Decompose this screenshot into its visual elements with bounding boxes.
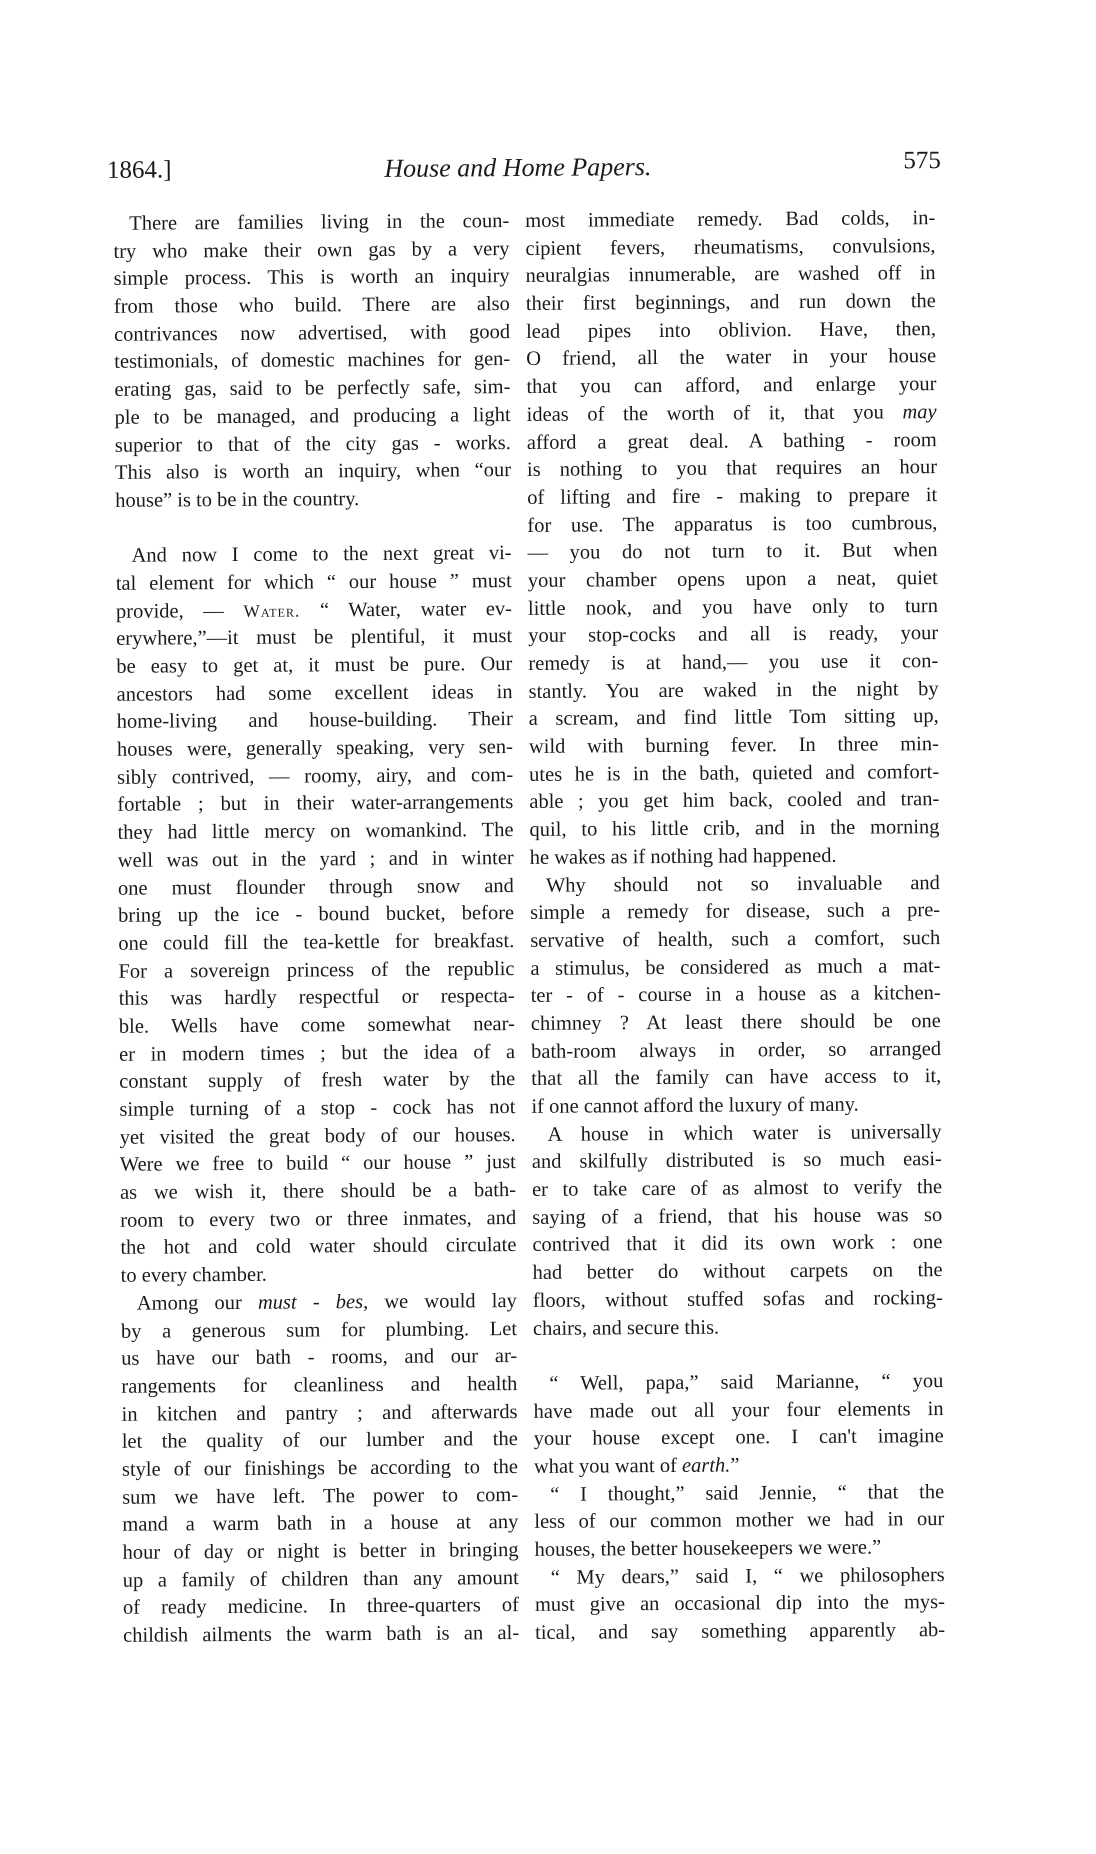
text-line: houses were, generally speaking, very sen- <box>116 736 514 761</box>
text-line: us have our bath - rooms, and our ar- <box>121 1345 518 1370</box>
text-line: by a generous sum for plumbing. Let <box>120 1317 518 1343</box>
text-line: your chamber opens upon a neat, quiet <box>527 567 938 592</box>
text-line: home-living and house-building. Their <box>116 708 513 734</box>
paragraph <box>525 205 940 872</box>
text-line: a scream, and find little Tom sitting up, <box>528 705 939 731</box>
text-line: “ Well, papa,” said Marianne, “ you <box>549 1369 944 1395</box>
text-line: must give an occasional dip into the mys- <box>534 1591 945 1617</box>
text-line: is nothing to you that requires an hour <box>526 456 938 482</box>
text-line: chimney ? At least there should be one <box>530 1010 941 1035</box>
text-line: he wakes as if nothing had happened. <box>529 844 837 869</box>
text-line: — you do not turn to it. But when <box>527 539 938 565</box>
text-line: that you can afford, and enlarge your <box>526 373 937 399</box>
text-line: O friend, all the water in your house <box>526 345 937 371</box>
text-line: tical, and say something apparently ab- <box>535 1619 946 1644</box>
paragraph <box>121 1288 520 1651</box>
text-line: contrivances now advertised, with good <box>113 320 511 346</box>
text-line: little nook, and you have only to turn <box>527 594 939 620</box>
text-line: servative of health, such a comfort, such <box>530 926 941 952</box>
text-column-right <box>525 205 945 1648</box>
text-line: sibly contrived, — roomy, airy, and com- <box>117 763 514 789</box>
text-line: constant supply of fresh water by the <box>119 1068 516 1094</box>
text-line: Were we free to build “ our house ” just <box>119 1151 516 1177</box>
text-line: mand a warm bath in a house at any <box>122 1511 519 1537</box>
text-line: able ; you get him back, cooled and tran- <box>529 788 940 814</box>
text-line: ter - of - course in a house as a kitchen- <box>530 982 941 1008</box>
text-line: afford a great deal. A bathing - room <box>526 428 937 454</box>
text-line: of ready medicine. In three-quarters of <box>122 1594 520 1620</box>
text-line: most immediate remedy. Bad colds, in- <box>525 207 936 232</box>
text-line: hour of day or night is better in bringing <box>122 1539 519 1564</box>
text-line: in kitchen and pantry ; and afterwards <box>121 1400 518 1426</box>
text-line: to every chamber. <box>120 1263 267 1287</box>
text-line: floors, without stuffed sofas and rocking- <box>532 1286 943 1312</box>
text-line: one could fill the tea-kettle for breakfast. <box>118 929 515 955</box>
small-caps-text: Water. <box>243 600 301 621</box>
text-line: remedy is at hand,— you use it con- <box>528 650 939 675</box>
text-line: er to take care of as almost to verify the <box>531 1176 943 1201</box>
text-line: bring up the ice - bound bucket, before <box>118 902 515 927</box>
text-line: simple turning of a stop - cock has not <box>119 1096 516 1121</box>
text-line: For a sovereign princess of the republic <box>118 957 515 983</box>
text-line: superior to that of the city gas - works. <box>114 431 511 457</box>
text-line <box>534 1451 944 1482</box>
italic-text: earth. <box>681 1454 731 1477</box>
running-head-year: 1864.] <box>106 156 172 184</box>
paragraph <box>530 870 942 1122</box>
text-segment: ” <box>730 1454 740 1477</box>
text-line: “ I thought,” said Jennie, “ that the <box>550 1480 945 1506</box>
text-line: they had little mercy on womankind. The <box>117 819 514 844</box>
text-line: cipient fevers, rheumatisms, convulsions, <box>525 234 936 260</box>
text-line: less of our common mother we had in our <box>534 1508 945 1534</box>
running-head-title: House and Home Papers. <box>384 152 652 183</box>
paragraph <box>113 208 511 515</box>
paragraph <box>534 1479 945 1565</box>
text-line: simple process. This is worth an inquiry <box>113 265 510 291</box>
text-line: that all the family can have access to it, <box>531 1065 942 1091</box>
page-number: 575 <box>903 147 941 175</box>
text-line: erating gas, said to be perfectly safe, sim- <box>114 376 511 401</box>
text-line: up a family of children than any amount <box>122 1566 519 1592</box>
text-line: sum we have left. The power to com- <box>122 1483 519 1509</box>
text-line: And now I come to the next great vi- <box>131 542 512 567</box>
paragraph <box>532 1119 944 1343</box>
text-line: try who make their own gas by a very <box>113 237 510 263</box>
text-line: your house except one. I can't imagine <box>533 1425 944 1451</box>
text-segment: Among our <box>136 1291 258 1315</box>
text-line: be easy to get at, it must be pure. Our <box>116 653 513 678</box>
paragraph <box>115 540 516 1290</box>
text-line: for use. The apparatus is too cumbrous, <box>527 511 938 537</box>
text-line: A house in which water is universally <box>547 1120 942 1146</box>
text-line: houses, the better housekeepers we were.” <box>534 1536 882 1561</box>
text-line: utes he is in the bath, quieted and comfort- <box>529 760 940 786</box>
text-line: had better do without carpets on the <box>532 1259 943 1285</box>
text-line: the hot and cold water should circulate <box>120 1234 517 1260</box>
text-line <box>527 399 937 430</box>
text-line: house” is to be in the country. <box>115 487 360 512</box>
text-column-left <box>113 208 519 1650</box>
text-line: simple a remedy for disease, such a pre- <box>530 899 941 925</box>
text-line: as we wish it, there should be a bath- <box>119 1179 517 1204</box>
text-line: quil, to his little crib, and in the morning <box>529 816 940 842</box>
text-segment: provide, — <box>115 599 244 623</box>
text-line: chairs, and secure this. <box>532 1316 720 1340</box>
text-line: a stimulus, be considered as much a mat- <box>530 954 941 980</box>
text-line <box>121 1288 517 1318</box>
text-line: childish ailments the warm bath is an al- <box>123 1622 520 1647</box>
text-line: their first beginnings, and run down the <box>525 290 936 316</box>
text-line: have made out all your four elements in <box>533 1397 944 1423</box>
text-line: bath-room always in order, so arranged <box>530 1037 942 1063</box>
text-line: testimonials, of domestic machines for gen- <box>114 348 511 374</box>
text-line: tal element for which “ our house ” must <box>115 569 512 595</box>
text-line: this was hardly respectful or respecta- <box>118 985 515 1011</box>
text-line <box>116 596 512 626</box>
italic-text: must - bes, <box>257 1290 369 1314</box>
text-line: lead pipes into oblivion. Have, then, <box>525 317 937 343</box>
text-line: well was out in the yard ; and in winter <box>117 846 514 872</box>
text-line: ble. Wells have come somewhat near- <box>118 1012 515 1038</box>
text-line: saying of a friend, that his house was so <box>532 1203 943 1229</box>
text-line: one must flounder through snow and <box>117 874 514 900</box>
text-segment: what you want of <box>533 1454 683 1478</box>
text-line: erywhere,”—it must be plentiful, it must <box>116 625 513 651</box>
text-line: rangements for cleanliness and health <box>121 1372 518 1398</box>
text-line: Why should not so invaluable and <box>545 871 940 897</box>
text-line: neuralgias innumerable, are washed off in <box>525 262 936 288</box>
paragraph <box>533 1368 944 1482</box>
text-line: yet visited the great body of our houses. <box>119 1123 516 1149</box>
text-line: This also is worth an inquiry, when “our <box>114 459 512 485</box>
text-line: ancestors had some excellent ideas in <box>116 680 513 706</box>
text-line: of lifting and fire - making to prepare it <box>527 483 938 509</box>
text-line: your stop-cocks and all is ready, your <box>528 622 939 648</box>
text-line: stantly. You are waked in the night by <box>528 677 939 703</box>
text-line: er in modern times ; but the idea of a <box>118 1040 516 1066</box>
text-line: ple to be managed, and producing a light <box>114 403 511 429</box>
text-line: “ My dears,” said I, “ we philosophers <box>550 1563 945 1589</box>
text-line: if one cannot afford the luxury of many. <box>531 1093 859 1118</box>
text-line: style of our finishings be according to the <box>121 1455 519 1481</box>
text-line: let the quality of our lumber and the <box>121 1428 518 1454</box>
text-line: room to every two or three inmates, and <box>120 1206 517 1232</box>
paragraph <box>535 1562 946 1648</box>
text-line: wild with burning fever. In three min- <box>528 733 939 758</box>
text-line: There are families living in the coun- <box>129 210 510 235</box>
text-segment: “ Water, water ev- <box>300 597 513 622</box>
text-segment: we would lay <box>368 1289 517 1313</box>
text-segment: ideas of the worth of it, that you <box>526 401 903 426</box>
text-line: fortable ; but in their water-arrangements <box>117 791 514 817</box>
italic-text: may <box>902 400 937 424</box>
text-line: and skilfully distributed is so much easi- <box>531 1148 942 1174</box>
text-line: from those who build. There are also <box>113 293 510 318</box>
text-line: contrived that it did its own work : one <box>532 1231 943 1257</box>
